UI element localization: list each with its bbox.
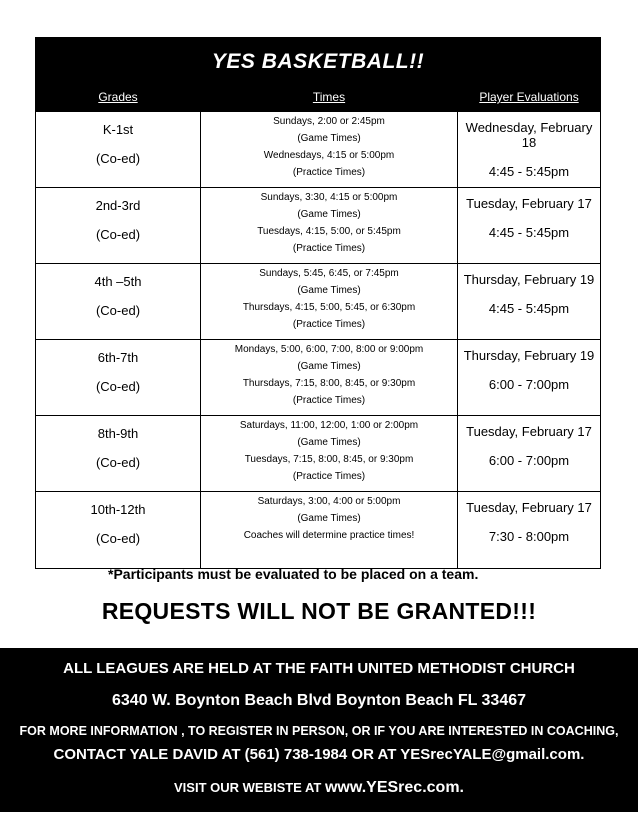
grade-label: 10th-12th	[90, 502, 146, 517]
grade-group: (Co-ed)	[95, 151, 141, 166]
grade-cell	[36, 112, 201, 188]
footer-info-panel	[0, 648, 638, 812]
game-times-label: (Game Times)	[297, 437, 361, 448]
evaluation-day: Thursday, February 19	[463, 348, 595, 363]
game-times-label: (Game Times)	[297, 513, 361, 524]
times-cell	[201, 264, 458, 340]
table-row	[36, 264, 601, 340]
practice-times: Tuesdays, 4:15, 5:00, or 5:45pm	[257, 226, 401, 237]
column-header-times	[201, 83, 458, 112]
column-header-times-label: Times	[312, 90, 346, 104]
footer-location-line: ALL LEAGUES ARE HELD AT THE FAITH UNITED METHODIST CHURCH	[63, 660, 575, 677]
evaluation-time: 6:00 - 7:00pm	[488, 453, 570, 468]
game-times-label: (Game Times)	[297, 361, 361, 372]
times-cell	[201, 112, 458, 188]
practice-times-note: Coaches will determine practice times!	[243, 530, 415, 541]
practice-times: Tuesdays, 7:15, 8:00, 8:45, or 9:30pm	[244, 454, 414, 465]
table-row	[36, 340, 601, 416]
column-header-evaluations-label: Player Evaluations	[479, 90, 579, 104]
page-title: YES BASKETBALL!!	[211, 50, 425, 73]
practice-times: Thursdays, 4:15, 5:00, 5:45, or 6:30pm	[242, 302, 416, 313]
times-cell	[201, 340, 458, 416]
grade-cell	[36, 492, 201, 569]
practice-times-label: (Practice Times)	[292, 167, 366, 178]
game-times-label: (Game Times)	[297, 285, 361, 296]
game-times: Saturdays, 3:00, 4:00 or 5:00pm	[257, 496, 401, 507]
times-cell	[201, 492, 458, 569]
footer-info-line: FOR MORE INFORMATION , TO REGISTER IN PERSON, OR IF YOU ARE INTERESTED IN COACHING,	[19, 724, 619, 738]
evaluation-cell	[458, 264, 601, 340]
evaluation-time: 6:00 - 7:00pm	[488, 377, 570, 392]
grade-label: 8th-9th	[97, 426, 139, 441]
grade-group: (Co-ed)	[95, 531, 141, 546]
game-times: Sundays, 5:45, 6:45, or 7:45pm	[259, 268, 399, 279]
table-row	[36, 188, 601, 264]
website-link[interactable]: www.YESrec.com.	[324, 779, 464, 796]
column-header-evaluations	[458, 83, 601, 112]
table-row	[36, 416, 601, 492]
requests-warning: REQUESTS WILL NOT BE GRANTED!!!	[101, 598, 537, 624]
evaluation-day: Wednesday, February 18	[465, 120, 593, 150]
footer-contact-line: CONTACT YALE DAVID AT (561) 738-1984 OR AT YESrecYALE@gmail.com.	[53, 746, 585, 763]
grade-cell	[36, 264, 201, 340]
grade-group: (Co-ed)	[95, 379, 141, 394]
table-title-cell	[36, 38, 601, 83]
footer-website-prefix: VISIT OUR WEBISTE AT	[174, 780, 325, 795]
practice-times-label: (Practice Times)	[292, 471, 366, 482]
footer-website-line	[0, 779, 638, 797]
grade-cell	[36, 416, 201, 492]
evaluation-cell	[458, 416, 601, 492]
column-header-grades	[36, 83, 201, 112]
game-times: Mondays, 5:00, 6:00, 7:00, 8:00 or 9:00pm	[234, 344, 424, 355]
grade-group: (Co-ed)	[95, 455, 141, 470]
schedule-table	[35, 37, 601, 569]
practice-times-label: (Practice Times)	[292, 243, 366, 254]
grade-cell	[36, 340, 201, 416]
grade-group: (Co-ed)	[95, 227, 141, 242]
game-times: Saturdays, 11:00, 12:00, 1:00 or 2:00pm	[239, 420, 419, 431]
evaluation-note: *Participants must be evaluated to be placed on a team.	[108, 566, 479, 582]
evaluation-day: Tuesday, February 17	[466, 500, 592, 515]
column-header-row	[36, 83, 601, 112]
grade-label: 2nd-3rd	[95, 198, 141, 213]
times-cell	[201, 188, 458, 264]
game-times-label: (Game Times)	[297, 133, 361, 144]
footer-address-line: 6340 W. Boynton Beach Blvd Boynton Beach FL 33467	[111, 692, 527, 709]
practice-times: Thursdays, 7:15, 8:00, 8:45, or 9:30pm	[242, 378, 416, 389]
practice-times-label: (Practice Times)	[292, 395, 366, 406]
times-cell	[201, 416, 458, 492]
column-header-grades-label: Grades	[98, 90, 138, 104]
practice-times-label: (Practice Times)	[292, 319, 366, 330]
game-times: Sundays, 3:30, 4:15 or 5:00pm	[260, 192, 398, 203]
game-times: Sundays, 2:00 or 2:45pm	[273, 116, 385, 127]
grade-label: K-1st	[102, 122, 134, 137]
evaluation-time: 7:30 - 8:00pm	[488, 529, 570, 544]
table-row	[36, 112, 601, 188]
game-times-label: (Game Times)	[297, 209, 361, 220]
evaluation-time: 4:45 - 5:45pm	[488, 225, 570, 240]
evaluation-cell	[458, 340, 601, 416]
evaluation-cell	[458, 188, 601, 264]
evaluation-cell	[458, 112, 601, 188]
evaluation-day: Tuesday, February 17	[466, 424, 592, 439]
evaluation-day: Tuesday, February 17	[466, 196, 592, 211]
evaluation-time: 4:45 - 5:45pm	[488, 164, 570, 179]
evaluation-time: 4:45 - 5:45pm	[488, 301, 570, 316]
practice-times: Wednesdays, 4:15 or 5:00pm	[263, 150, 395, 161]
evaluation-cell	[458, 492, 601, 569]
grade-cell	[36, 188, 201, 264]
table-row	[36, 492, 601, 569]
evaluation-day: Thursday, February 19	[463, 272, 595, 287]
grade-label: 4th –5th	[94, 274, 142, 289]
grade-group: (Co-ed)	[95, 303, 141, 318]
grade-label: 6th-7th	[97, 350, 139, 365]
